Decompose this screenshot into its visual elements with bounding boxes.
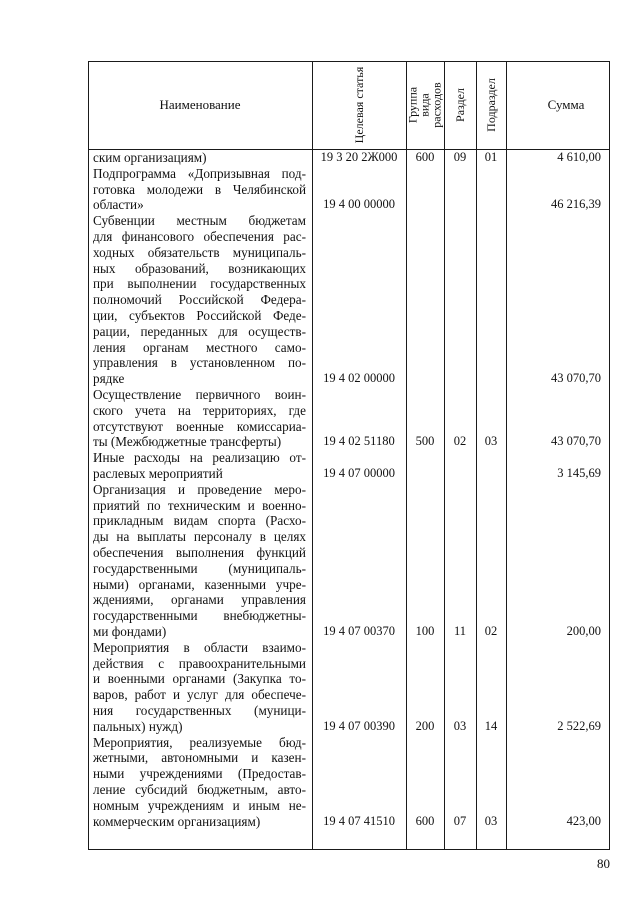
row-description-line: и военными органами (Закупка то- xyxy=(93,671,306,687)
row-description-line: варов, работ и услуг для обеспече- xyxy=(93,687,306,703)
row-description-line: обеспечения выполнения функций xyxy=(93,544,306,560)
row-description-line: государственными внебюджетны- xyxy=(93,608,306,624)
row-description-line: ции, субъектов Российской Феде- xyxy=(93,307,306,323)
row-subsection: 01 xyxy=(484,150,498,164)
row-description-line: ния государственных (муници- xyxy=(93,702,306,718)
header-section: Раздел xyxy=(453,88,468,122)
row-description-line: пальных) нужд) xyxy=(93,718,183,734)
row-subsection: 03 xyxy=(484,813,498,828)
row-description-line: Осуществление первичного воин- xyxy=(93,387,306,402)
row-section: 03 xyxy=(453,718,467,733)
row-description-line: прикладным видам спорта (Расхо- xyxy=(93,513,306,529)
row-target-article: 19 4 00 00000 xyxy=(323,197,395,212)
row-subsection: 14 xyxy=(484,718,498,733)
row-description-line: рации, переданных для осуществ- xyxy=(93,323,306,339)
row-description-line: полномочий Российской Федера- xyxy=(93,292,306,308)
row-description xyxy=(93,640,306,735)
row-section: 02 xyxy=(453,434,467,449)
row-target-article: 19 4 02 00000 xyxy=(323,371,395,386)
row-description xyxy=(93,735,306,830)
row-description-line: Организация и проведение меро- xyxy=(93,481,306,497)
row-section: 09 xyxy=(453,150,467,164)
row-description xyxy=(93,166,306,213)
row-target-article: 19 4 02 51180 xyxy=(323,434,395,449)
row-description-line: раслевых мероприятий xyxy=(93,465,223,481)
row-expense-group: 600 xyxy=(415,813,435,828)
row-description-line: жетными, автономными и казен- xyxy=(93,750,306,766)
row-description-line: при выполнении государственных xyxy=(93,276,306,292)
row-description-line: рядке xyxy=(93,371,125,387)
row-description-line: ными) органами, казенными учре- xyxy=(93,576,306,592)
row-target-article: 19 3 20 2Ж000 xyxy=(320,150,398,164)
row-description-line: государственными (муниципаль- xyxy=(93,560,306,576)
row-description-line: Мероприятия в области взаимо- xyxy=(93,639,306,655)
row-description xyxy=(93,150,306,166)
row-description-line: ными учреждениями (Предостав- xyxy=(93,766,306,782)
header-name: Наименование xyxy=(159,97,241,112)
row-description-line: для финансового обеспечения рас- xyxy=(93,228,306,244)
row-sum: 46 216,39 xyxy=(551,197,601,212)
row-description-line: области» xyxy=(93,197,144,213)
row-sum: 423,00 xyxy=(566,813,601,828)
row-description xyxy=(93,213,306,387)
row-description-line: ждениями, органами управления xyxy=(93,592,306,608)
row-sum: 43 070,70 xyxy=(551,434,601,449)
row-description-line: ных образований, возникающих xyxy=(93,260,306,276)
row-description-line: коммерческим организациям) xyxy=(93,813,261,829)
row-section: 11 xyxy=(453,624,467,638)
row-sum: 3 145,69 xyxy=(557,466,601,480)
row-section: 07 xyxy=(453,813,467,828)
row-sum: 200,00 xyxy=(566,624,601,638)
row-expense-group: 600 xyxy=(415,150,435,164)
row-sum: 4 610,00 xyxy=(557,150,601,164)
row-expense-group: 200 xyxy=(415,718,435,733)
row-description-line: Мероприятия, реализуемые бюд- xyxy=(93,734,306,750)
row-description-line: номным учреждениям и иным не- xyxy=(93,797,306,813)
row-description-line: ты (Межбюджетные трансферты) xyxy=(93,434,282,450)
row-target-article: 19 4 07 00000 xyxy=(323,466,395,480)
row-description xyxy=(93,482,306,640)
row-expense-group: 100 xyxy=(415,624,435,638)
row-target-article: 19 4 07 00370 xyxy=(323,624,395,638)
header-subsection: Подраздел xyxy=(484,78,499,132)
row-sum: 43 070,70 xyxy=(551,371,601,386)
row-description-line: управления в установленном по- xyxy=(93,355,306,371)
row-description-line: ми фондами) xyxy=(93,623,167,639)
header-target-article: Целевая статья xyxy=(352,66,366,144)
header-expense-group: Группа вида расходов xyxy=(406,82,444,128)
row-description-line: действия с правоохранительными xyxy=(93,655,306,671)
row-description-line: ления органам местного само- xyxy=(93,339,306,355)
row-description-line: Субвенции местным бюджетам xyxy=(93,213,306,229)
row-target-article: 19 4 07 00390 xyxy=(323,718,395,733)
row-subsection: 02 xyxy=(484,624,498,638)
row-description-line: отсутствуют военные комиссариа- xyxy=(93,418,306,434)
row-description-line: ским организациям) xyxy=(93,150,207,165)
row-description-line: ходных обязательств муниципаль- xyxy=(93,244,306,260)
row-description-line: Иные расходы на реализацию от- xyxy=(93,450,306,466)
row-description-line: приятий по техническим и военно- xyxy=(93,497,306,513)
row-description-line: Подпрограмма «Допризывная под- xyxy=(93,165,306,181)
row-subsection: 03 xyxy=(484,434,498,449)
row-description-line: готовка молодежи в Челябинской xyxy=(93,181,306,197)
row-description xyxy=(93,387,306,450)
row-description-line: ского учета на территориях, где xyxy=(93,402,306,418)
row-target-article: 19 4 07 41510 xyxy=(323,813,395,828)
row-description-line: ды на выплаты персоналу в целях xyxy=(93,529,306,545)
row-expense-group: 500 xyxy=(415,434,435,449)
header-sum: Сумма xyxy=(547,97,585,112)
row-sum: 2 522,69 xyxy=(557,718,601,733)
row-description-line: ление субсидий бюджетным, авто- xyxy=(93,781,306,797)
page-number: 80 xyxy=(597,856,610,871)
row-description xyxy=(93,450,306,482)
